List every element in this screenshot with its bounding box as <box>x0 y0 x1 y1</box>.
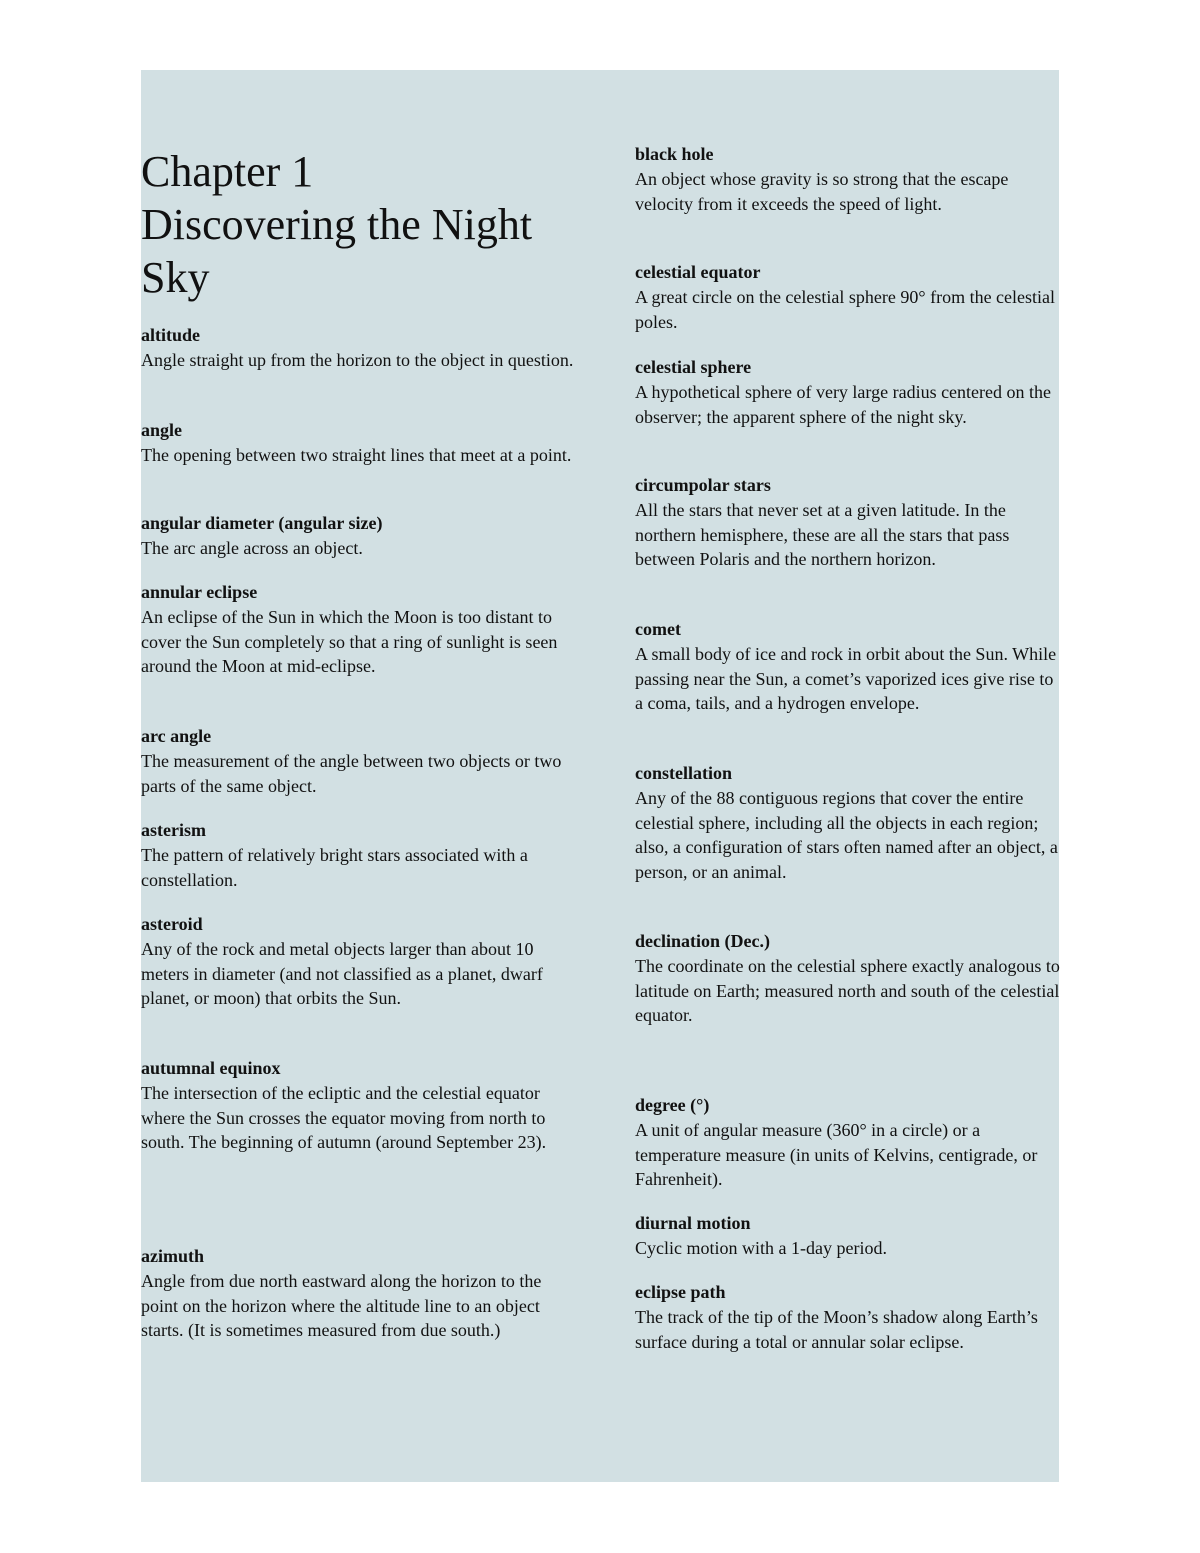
glossary-definition: All the stars that never set at a given latitude. In the northern hemisphere, these are all the stars that pass between Polaris and the northern horizon. <box>635 500 1010 569</box>
glossary-term: celestial equator <box>635 262 761 282</box>
chapter-title <box>141 145 581 304</box>
glossary-term: circumpolar stars <box>635 475 771 495</box>
glossary-term: angle <box>141 420 183 440</box>
glossary-entry <box>635 1280 1060 1354</box>
glossary-term: angular diameter (angular size) <box>141 513 383 533</box>
glossary-definition: Any of the rock and metal objects larger than about 10 meters in diameter (and not classified as a planet, dwarf planet, or moon) that orbits the Sun. <box>141 939 543 1008</box>
glossary-entry <box>141 1056 581 1155</box>
glossary-term: eclipse path <box>635 1282 726 1302</box>
glossary-entry <box>141 511 581 561</box>
glossary-entry <box>635 929 1060 1028</box>
glossary-entry <box>141 818 581 892</box>
glossary-term: diurnal motion <box>635 1213 751 1233</box>
glossary-term: altitude <box>141 325 201 345</box>
glossary-entry <box>141 418 581 468</box>
glossary-definition: The coordinate on the celestial sphere exactly analogous to latitude on Earth; measured north and south of the celestial equator. <box>635 956 1060 1025</box>
glossary-term: arc angle <box>141 726 212 746</box>
glossary-term: asteroid <box>141 914 203 934</box>
chapter-name: Discovering the Night Sky <box>141 200 533 302</box>
glossary-term: azimuth <box>141 1246 204 1266</box>
glossary-entry <box>141 1244 581 1343</box>
glossary-term: annular eclipse <box>141 582 258 602</box>
glossary-term: asterism <box>141 820 206 840</box>
glossary-term: black hole <box>635 144 714 164</box>
glossary-entry <box>141 912 581 1011</box>
glossary-definition: An eclipse of the Sun in which the Moon is too distant to cover the Sun completely so that a ring of sunlight is seen around the Moon at mid-eclipse. <box>141 607 558 676</box>
glossary-definition: The arc angle across an object. <box>141 538 363 558</box>
glossary-definition: A hypothetical sphere of very large radius centered on the observer; the apparent sphere of the night sky. <box>635 382 1052 427</box>
glossary-entry <box>635 617 1060 716</box>
glossary-term: comet <box>635 619 681 639</box>
glossary-definition: A unit of angular measure (360° in a circle) or a temperature measure (in units of Kelvins, centigrade, or Fahrenheit). <box>635 1120 1038 1189</box>
glossary-definition: An object whose gravity is so strong that the escape velocity from it exceeds the speed of light. <box>635 169 1009 214</box>
glossary-entry <box>635 260 1060 334</box>
glossary-term: celestial sphere <box>635 357 752 377</box>
glossary-entry <box>635 761 1060 884</box>
glossary-term: autumnal equinox <box>141 1058 281 1078</box>
glossary-definition: A small body of ice and rock in orbit about the Sun. While passing near the Sun, a comet’s vaporized ices give rise to a coma, tails, and a hydrogen envelope. <box>635 644 1057 713</box>
glossary-entry <box>141 323 581 373</box>
glossary-term: degree (°) <box>635 1095 710 1115</box>
glossary-definition: The pattern of relatively bright stars associated with a constellation. <box>141 845 528 890</box>
glossary-definition: The intersection of the ecliptic and the celestial equator where the Sun crosses the equator moving from north to south. The beginning of autumn (around September 23). <box>141 1083 547 1152</box>
glossary-definition: Angle from due north eastward along the horizon to the point on the horizon where the altitude line to an object starts. (It is sometimes measured from due south.) <box>141 1271 542 1340</box>
glossary-entry <box>141 580 581 679</box>
glossary-definition: Any of the 88 contiguous regions that cover the entire celestial sphere, including all the objects in each region; also, a configuration of stars often named after an object, a person, or an animal. <box>635 788 1058 882</box>
glossary-entry <box>635 142 1060 216</box>
glossary-entry <box>635 355 1060 429</box>
glossary-definition: Cyclic motion with a 1-day period. <box>635 1238 887 1258</box>
glossary-entry <box>635 473 1060 572</box>
glossary-definition: The measurement of the angle between two objects or two parts of the same object. <box>141 751 562 796</box>
glossary-entry <box>635 1211 1060 1261</box>
glossary-definition: A great circle on the celestial sphere 90° from the celestial poles. <box>635 287 1056 332</box>
glossary-term: declination (Dec.) <box>635 931 770 951</box>
glossary-entry <box>635 1093 1060 1192</box>
glossary-definition: The opening between two straight lines that meet at a point. <box>141 445 572 465</box>
glossary-definition: The track of the tip of the Moon’s shadow along Earth’s surface during a total or annular solar eclipse. <box>635 1307 1038 1352</box>
glossary-definition: Angle straight up from the horizon to the object in question. <box>141 350 574 370</box>
chapter-number: Chapter 1 <box>141 147 314 196</box>
glossary-term: constellation <box>635 763 732 783</box>
glossary-entry <box>141 724 581 798</box>
